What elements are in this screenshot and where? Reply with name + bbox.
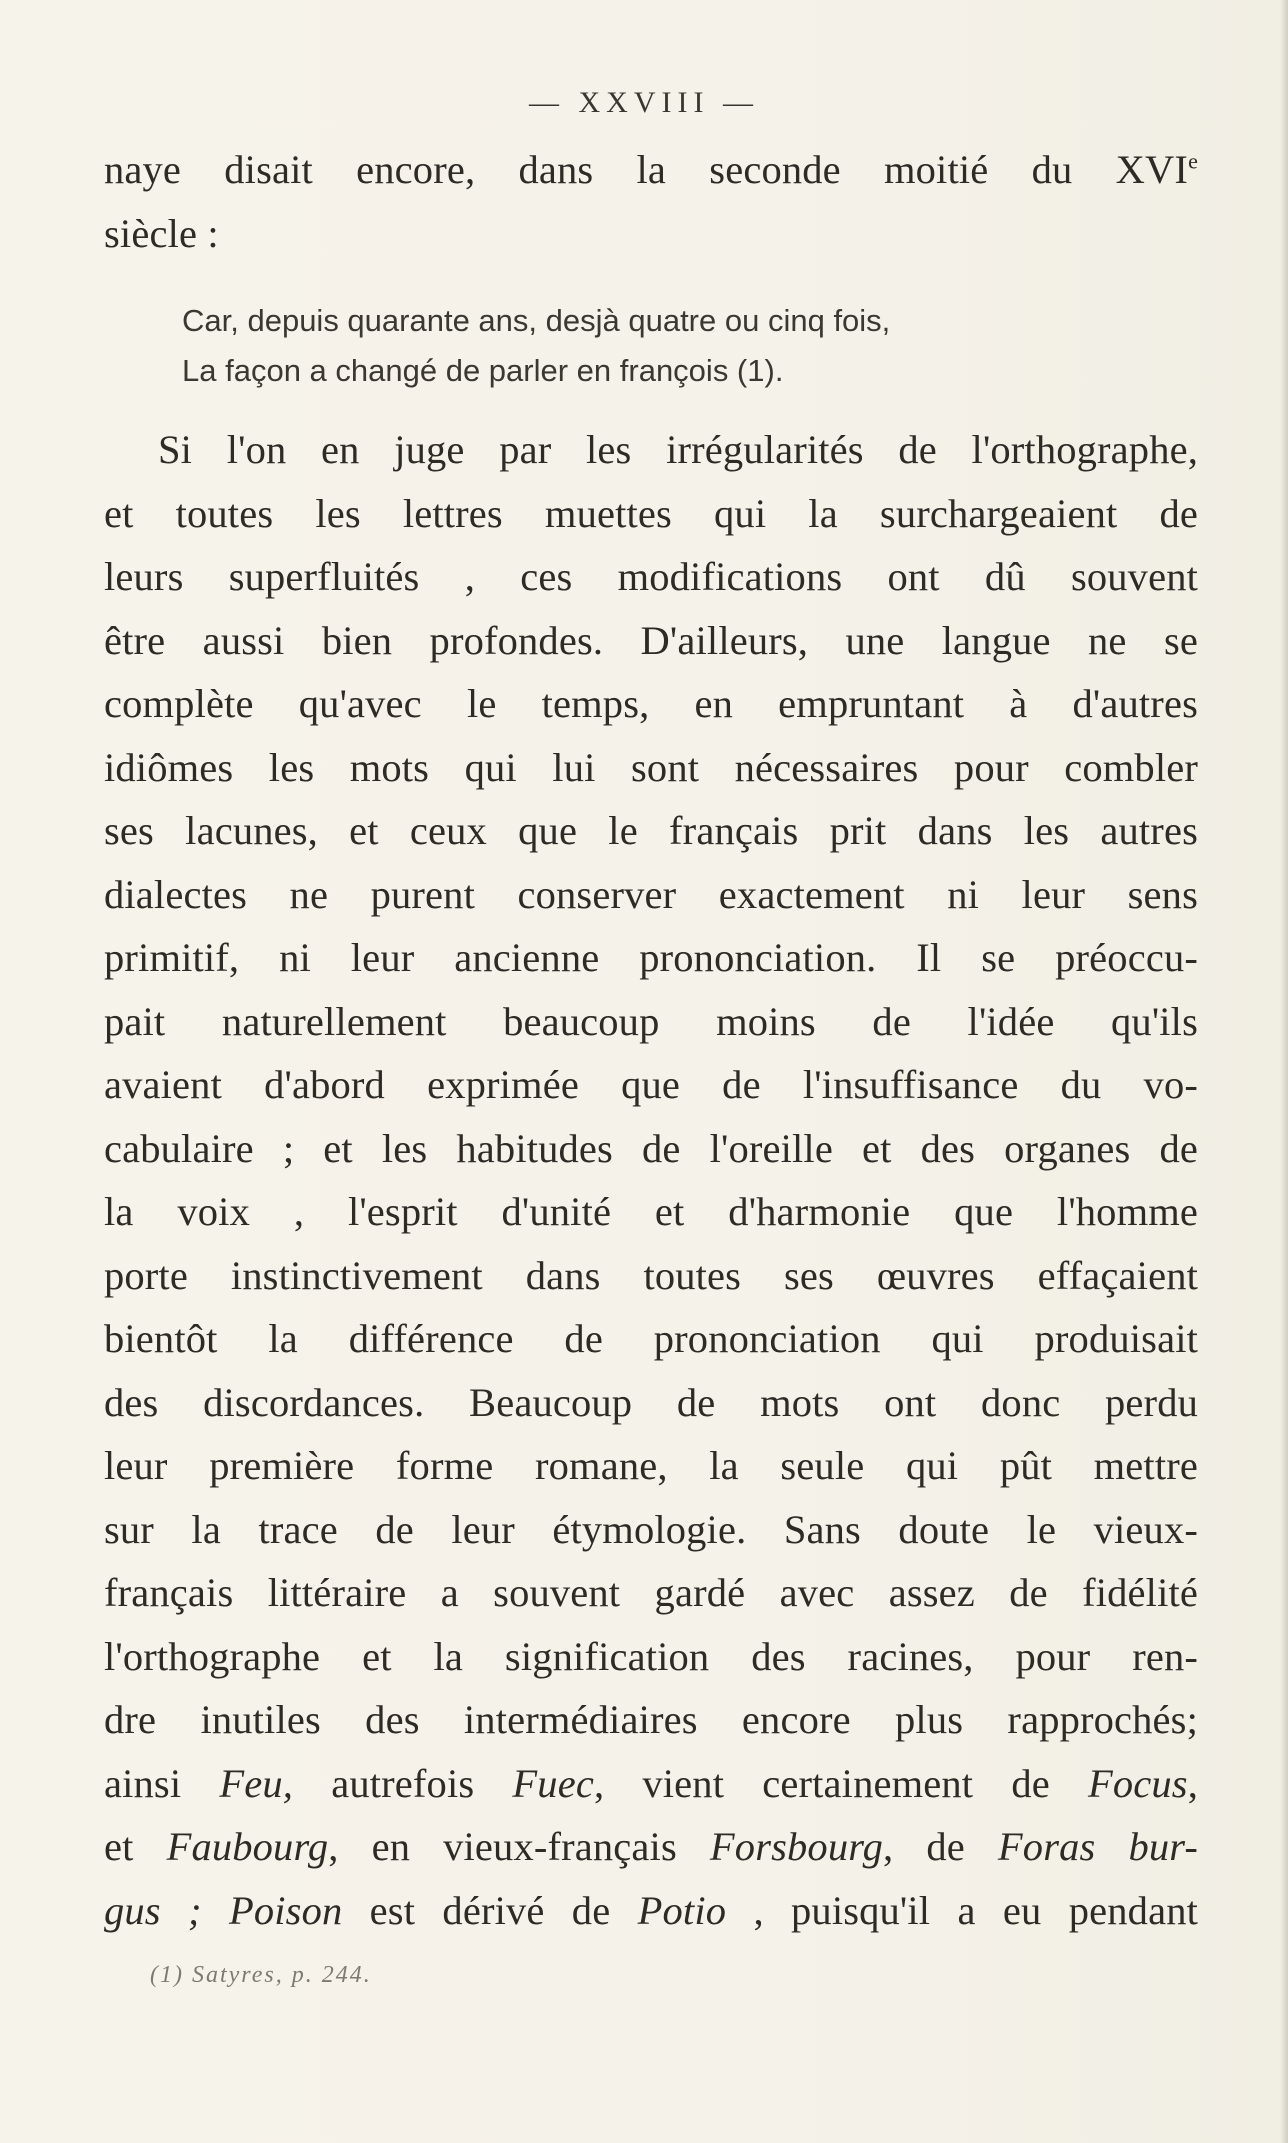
footnote-number: (1) xyxy=(150,1962,192,1988)
italic-word: Foras bur- xyxy=(997,1824,1198,1869)
text-line: gus ; Poison est dérivé de Potio , puisqu'il a eu pendant xyxy=(104,1887,1198,1933)
text-line: sur la trace de leur étymologie. Sans doute le vieux- xyxy=(104,1506,1198,1552)
text-line: être aussi bien profondes. D'ailleurs, une langue ne se xyxy=(104,617,1198,663)
verse-quote xyxy=(182,296,1102,396)
text-line: la voix , l'esprit d'unité et d'harmonie que l'homme xyxy=(104,1189,1198,1234)
main-paragraph xyxy=(104,418,1198,1942)
text-line: leur première forme romane, la seule qui pût mettre xyxy=(104,1443,1198,1488)
text-line: ainsi Feu, autrefois Fuec, vient certainement de Focus, xyxy=(104,1760,1198,1806)
italic-word: Forsbourg xyxy=(709,1824,884,1869)
footnote-text: Satyres, p. 244. xyxy=(191,1962,372,1988)
text-line: bientôt la différence de prononciation qui produisait xyxy=(104,1316,1198,1361)
text-line: dialectes ne purent conserver exactement ni leur sens xyxy=(104,871,1198,917)
text-line: primitif, ni leur ancienne prononciation. Il se préoccu- xyxy=(104,935,1198,980)
running-head: — XXVIII — xyxy=(529,86,759,119)
text-line: et Faubourg, en vieux-français Forsbourg, de Foras bur- xyxy=(104,1824,1198,1869)
italic-word: Potio xyxy=(637,1887,727,1933)
text-line: porte instinctivement dans toutes ses œuvres effaçaient xyxy=(104,1252,1198,1298)
italic-word: gus ; xyxy=(104,1887,202,1933)
text-line: l'orthographe et la signification des racines, pour ren- xyxy=(104,1633,1198,1679)
text-line: complète qu'avec le temps, en empruntant à d'autres xyxy=(104,681,1198,726)
text-line: dre inutiles des intermédiaires encore plus rapprochés; xyxy=(104,1697,1198,1742)
text-line: français littéraire a souvent gardé avec assez de fidélité xyxy=(104,1570,1198,1615)
text-line: et toutes les lettres muettes qui la surchargeaient de xyxy=(104,490,1198,536)
page-edge-shadow xyxy=(1280,0,1288,2143)
text-line: avaient d'abord exprimée que de l'insuffisance du vo- xyxy=(104,1062,1198,1107)
italic-word: Feu, xyxy=(219,1760,294,1806)
italic-word: Focus xyxy=(1087,1760,1188,1806)
text-line: Si l'on en juge par les irrégularités de l'orthographe, xyxy=(158,427,1198,472)
text-line: idiômes les mots qui lui sont nécessaires pour combler xyxy=(104,744,1198,790)
verse-line: La façon a changé de parler en françois (1). xyxy=(182,353,784,388)
italic-word: Faubourg xyxy=(166,1824,329,1869)
text-line: des discordances. Beaucoup de mots ont donc perdu xyxy=(104,1379,1198,1425)
text-line: pait naturellement beaucoup moins de l'idée qu'ils xyxy=(104,998,1198,1044)
footnote xyxy=(150,1962,372,1989)
text-line: ses lacunes, et ceux que le français prit dans les autres xyxy=(104,808,1198,853)
italic-word: Poison xyxy=(228,1887,343,1933)
opening-text xyxy=(104,138,1198,265)
text-line: naye disait encore, dans la seconde moitié du XVIe xyxy=(104,147,1198,192)
text-line: siècle : xyxy=(104,210,219,256)
text-line: leurs superfluités , ces modifications ont dû souvent xyxy=(104,554,1198,599)
italic-word: Fuec xyxy=(512,1760,594,1806)
verse-line: Car, depuis quarante ans, desjà quatre ou cinq fois, xyxy=(182,303,891,338)
text-line: cabulaire ; et les habitudes de l'oreille et des organes de xyxy=(104,1125,1198,1171)
